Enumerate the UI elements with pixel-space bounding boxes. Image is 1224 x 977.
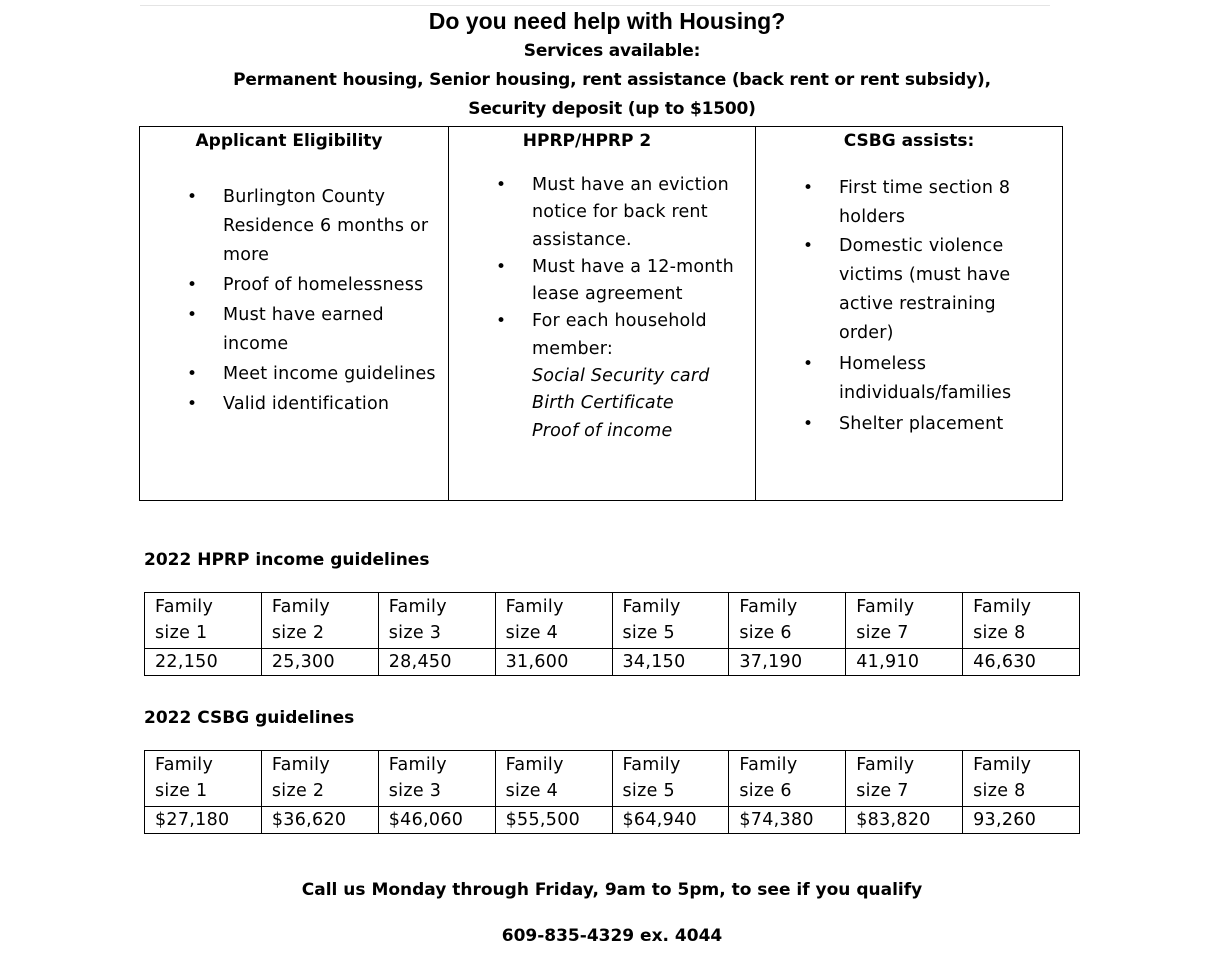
header-cell: Family size 1	[145, 593, 262, 649]
document-item: Proof of income	[532, 420, 673, 441]
header-cell: Family size 6	[729, 593, 846, 649]
list-item: • Must have an eviction notice for back rent assistance.	[496, 172, 746, 254]
list-item: • Domestic violence victims (must have active restraining order)	[803, 232, 1053, 348]
header-cell: Family size 5	[612, 593, 729, 649]
list-item: • Homeless individuals/families	[803, 350, 1053, 408]
value-cell: 28,450	[378, 649, 495, 676]
header-cell: Family size 4	[495, 751, 612, 807]
header-cell: Family size 3	[378, 593, 495, 649]
table-row	[145, 807, 1080, 834]
header-cell: Family size 6	[729, 751, 846, 807]
top-divider	[140, 5, 1050, 6]
hprp-list	[496, 172, 746, 445]
column-title: Applicant Eligibility	[195, 131, 383, 151]
header-cell: Family size 8	[963, 593, 1080, 649]
value-cell: $74,380	[729, 807, 846, 834]
list-item: • Burlington County Residence 6 months or more	[187, 183, 437, 270]
deposit-line: Security deposit (up to $1500)	[468, 99, 756, 119]
call-hours-line: Call us Monday through Friday, 9am to 5pm, to see if you qualify	[301, 880, 923, 900]
services-label: Services available:	[523, 41, 701, 61]
csbg-guidelines-table	[144, 750, 1080, 834]
list-item	[496, 308, 746, 444]
column-title: CSBG assists:	[843, 131, 975, 151]
header-cell: Family size 7	[846, 751, 963, 807]
header-cell: Family size 7	[846, 593, 963, 649]
page-title: Do you need help with Housing?	[428, 8, 786, 34]
header-cell: Family size 8	[963, 751, 1080, 807]
list-item: • Proof of homelessness	[187, 271, 437, 300]
list-item: • Must have earned income	[187, 301, 437, 359]
value-cell: 31,600	[495, 649, 612, 676]
value-cell: $46,060	[378, 807, 495, 834]
header-cell: Family size 3	[378, 751, 495, 807]
value-cell: 34,150	[612, 649, 729, 676]
table-header-row	[145, 751, 1080, 807]
value-cell: $27,180	[145, 807, 262, 834]
header-cell: Family size 5	[612, 751, 729, 807]
table-header-row	[145, 593, 1080, 649]
csbg-list	[803, 174, 1053, 439]
value-cell: 22,150	[145, 649, 262, 676]
value-cell: $83,820	[846, 807, 963, 834]
list-item: • Must have a 12-month lease agreement	[496, 254, 746, 309]
list-item: • Valid identification	[187, 390, 437, 419]
list-item: • First time section 8 holders	[803, 174, 1053, 232]
hprp-guidelines-table	[144, 592, 1080, 676]
list-item: • Meet income guidelines	[187, 360, 437, 389]
hprp-column	[448, 127, 755, 500]
eligibility-table	[139, 126, 1063, 501]
header-cell: Family size 4	[495, 593, 612, 649]
value-cell: $55,500	[495, 807, 612, 834]
value-cell: $36,620	[261, 807, 378, 834]
header-cell: Family size 2	[261, 593, 378, 649]
csbg-column	[755, 127, 1062, 500]
value-cell: 41,910	[846, 649, 963, 676]
header-cell: Family size 2	[261, 751, 378, 807]
table-row	[145, 649, 1080, 676]
value-cell: $64,940	[612, 807, 729, 834]
applicant-eligibility-column	[140, 127, 448, 500]
value-cell: 37,190	[729, 649, 846, 676]
services-line: Permanent housing, Senior housing, rent assistance (back rent or rent subsidy),	[233, 70, 991, 90]
value-cell: 46,630	[963, 649, 1080, 676]
value-cell: 25,300	[261, 649, 378, 676]
header-cell: Family size 1	[145, 751, 262, 807]
document-item: Birth Certificate	[532, 393, 674, 414]
eligibility-list	[187, 183, 437, 420]
document-item: Social Security card	[532, 366, 710, 387]
hprp-guidelines-title: 2022 HPRP income guidelines	[144, 550, 430, 570]
csbg-guidelines-title: 2022 CSBG guidelines	[144, 708, 355, 728]
column-title: HPRP/HPRP 2	[522, 131, 652, 151]
value-cell: 93,260	[963, 807, 1080, 834]
phone-number: 609-835-4329 ex. 4044	[501, 926, 723, 946]
list-item: • Shelter placement	[803, 410, 1053, 439]
list-item-text: For each household member:	[532, 311, 707, 359]
